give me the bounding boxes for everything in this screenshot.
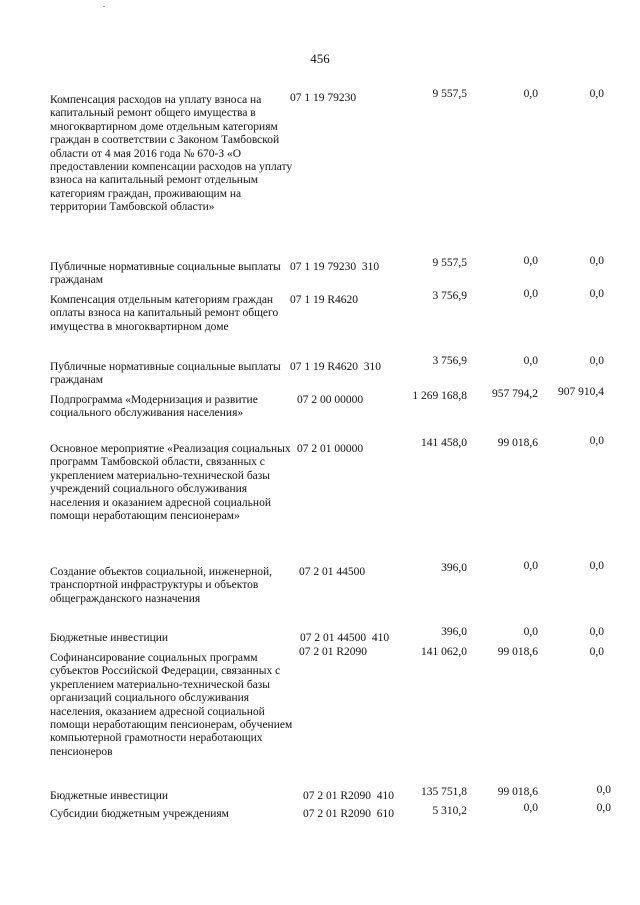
row-code: 07 1 19 R4620 (290, 294, 359, 306)
row-value-1: 1 269 168,8 (412, 390, 467, 402)
row-value-1: 3 756,9 (432, 290, 467, 302)
row-value-1: 396,0 (441, 626, 467, 638)
row-value-2: 99 018,6 (497, 437, 538, 449)
row-value-1: 396,0 (441, 562, 467, 574)
row-name: Основное мероприятие «Реализация социальных программ Тамбовской области, связанных с укреплением материально-технической базы учреждений социального обслуживания населения и оказанием адресной социальной помощи неработающим пенсионерам» (50, 443, 291, 523)
row-value-1: 5 310,2 (432, 805, 467, 817)
row-value-1: 9 557,5 (432, 257, 467, 269)
row-value-3: 0,0 (589, 560, 604, 572)
row-code: 07 2 01 44500 (299, 566, 366, 578)
page-number: 456 (310, 51, 330, 66)
row-code: 07 2 00 00000 (297, 394, 364, 406)
row-value-2: 0,0 (523, 355, 538, 367)
row-value-2: 0,0 (523, 802, 538, 814)
row-value-3: 0,0 (596, 784, 611, 796)
row-name: Компенсация расходов на уплату взноса на капитальный ремонт общего имущества в многоквартирном доме отдельным категориям граждан в соответствии с Законом Тамбовской области от 4 мая 2016 года № 670-З «О предоставлении компенсации расходов на уплату взноса на капитальный ремонт отдельным категориям граждан, проживающим на территории Тамбовской области» (50, 94, 293, 214)
row-name: Субсидии бюджетным учреждениям (50, 808, 229, 820)
scan-speck (103, 6, 105, 7)
row-code: 07 2 01 00000 (297, 443, 364, 455)
row-value-2: 957 794,2 (492, 388, 538, 400)
row-code: 07 2 01 44500 410 (300, 632, 390, 644)
row-value-3: 907 910,4 (558, 386, 604, 398)
row-value-2: 0,0 (523, 88, 538, 100)
row-value-2: 0,0 (523, 288, 538, 300)
row-value-3: 0,0 (589, 255, 604, 267)
row-name: Публичные нормативные социальные выплаты гражданам (50, 361, 281, 387)
row-value-2: 99 018,6 (497, 786, 538, 798)
row-value-3: 0,0 (589, 435, 604, 447)
row-name: Бюджетные инвестиции (50, 790, 169, 802)
row-value-1: 141 458,0 (421, 437, 467, 449)
row-name: Бюджетные инвестиции (50, 632, 169, 644)
row-code: 07 2 01 R2090 410 (303, 790, 395, 802)
row-value-1: 135 751,8 (421, 786, 467, 798)
row-code: 07 1 19 79230 (290, 92, 357, 104)
row-value-2: 99 018,6 (497, 646, 538, 658)
row-value-3: 0,0 (589, 88, 604, 100)
row-code: 07 2 01 R2090 (299, 646, 368, 658)
row-value-1: 9 557,5 (432, 88, 467, 100)
row-value-3: 0,0 (589, 626, 604, 638)
row-value-2: 0,0 (523, 626, 538, 638)
row-name: Компенсация отдельным категориям граждан оплаты взноса на капитальный ремонт общего имущества в многоквартирном доме (50, 294, 279, 333)
row-value-3: 0,0 (589, 355, 604, 367)
row-name: Подпрограмма «Модернизация и развитие социального обслуживания населения» (50, 394, 258, 420)
row-value-1: 141 062,0 (421, 646, 467, 658)
row-value-2: 0,0 (523, 560, 538, 572)
row-code: 07 2 01 R2090 610 (303, 808, 395, 820)
row-name: Софинансирование социальных программ субъектов Российской Федерации, связанных с укреплением материально-технической базы организаций социального обслуживания населения, оказанием адресной социальной помощи неработающим пенсионерам, обучением компьютерной грамотности неработающих пенсионеров (50, 652, 293, 758)
row-value-3: 0,0 (589, 288, 604, 300)
row-code: 07 1 19 79230 310 (290, 261, 380, 273)
row-code: 07 1 19 R4620 310 (290, 361, 382, 373)
row-value-3: 0,0 (589, 646, 604, 658)
row-value-3: 0,0 (596, 802, 611, 814)
row-value-1: 3 756,9 (432, 355, 467, 367)
row-name: Создание объектов социальной, инженерной, транспортной инфраструктуры и объектов общегражданского назначения (50, 566, 273, 605)
row-name: Публичные нормативные социальные выплаты гражданам (50, 261, 281, 287)
row-value-2: 0,0 (523, 255, 538, 267)
